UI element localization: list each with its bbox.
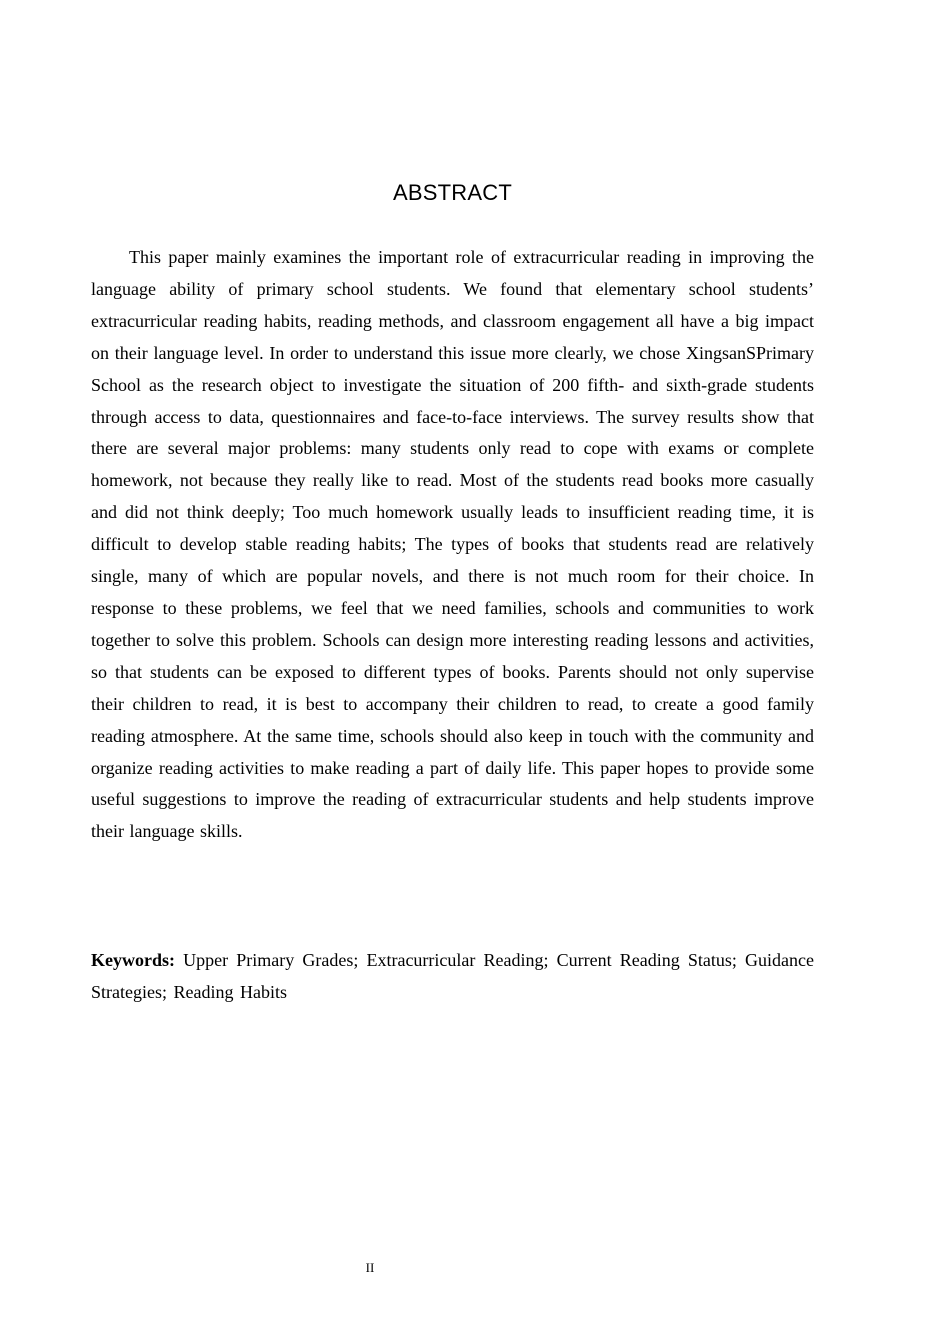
page-number: II bbox=[365, 1260, 375, 1275]
abstract-body: This paper mainly examines the important role of extracurricular reading in improving the language ability of primary school students. We found that elementary school students’ extracurricular reading habits, reading methods, and classroom engagement all have a big impact on their language level. In order to understand this issue more clearly, we chose XingsanSPrimary School as the research object to investigate the situation of 200 fifth- and sixth-grade students through access to data, questionnaires and face-to-face interviews. The survey results show that there are several major problems: many students only read to cope with exams or complete homework, not because they really like to read. Most of the students read books more casually and did not think deeply; Too much homework usually leads to insufficient reading time, it is difficult to develop stable reading habits; The types of books that students read are relatively single, many of which are popular novels, and there is not much room for their choice. In response to these problems, we feel that we need families, schools and communities to work together to solve this problem. Schools can design more interesting reading lessons and activities, so that students can be exposed to different types of books. Parents should not only supervise their children to read, it is best to accompany their children to read, to create a good family reading atmosphere. At the same time, schools should also keep in touch with the community and organize reading activities to make reading a part of daily life. This paper hopes to provide some useful suggestions to improve the reading of extracurricular students and help students improve their language skills. bbox=[91, 247, 814, 842]
keywords-list: Upper Primary Grades; Extracurricular Reading; Current Reading Status; Guidance Strategies; Reading Habits bbox=[91, 950, 814, 1002]
keywords-paragraph bbox=[91, 944, 814, 1008]
keywords-label: Keywords: bbox=[91, 950, 184, 970]
abstract-title: ABSTRACT bbox=[393, 180, 512, 205]
